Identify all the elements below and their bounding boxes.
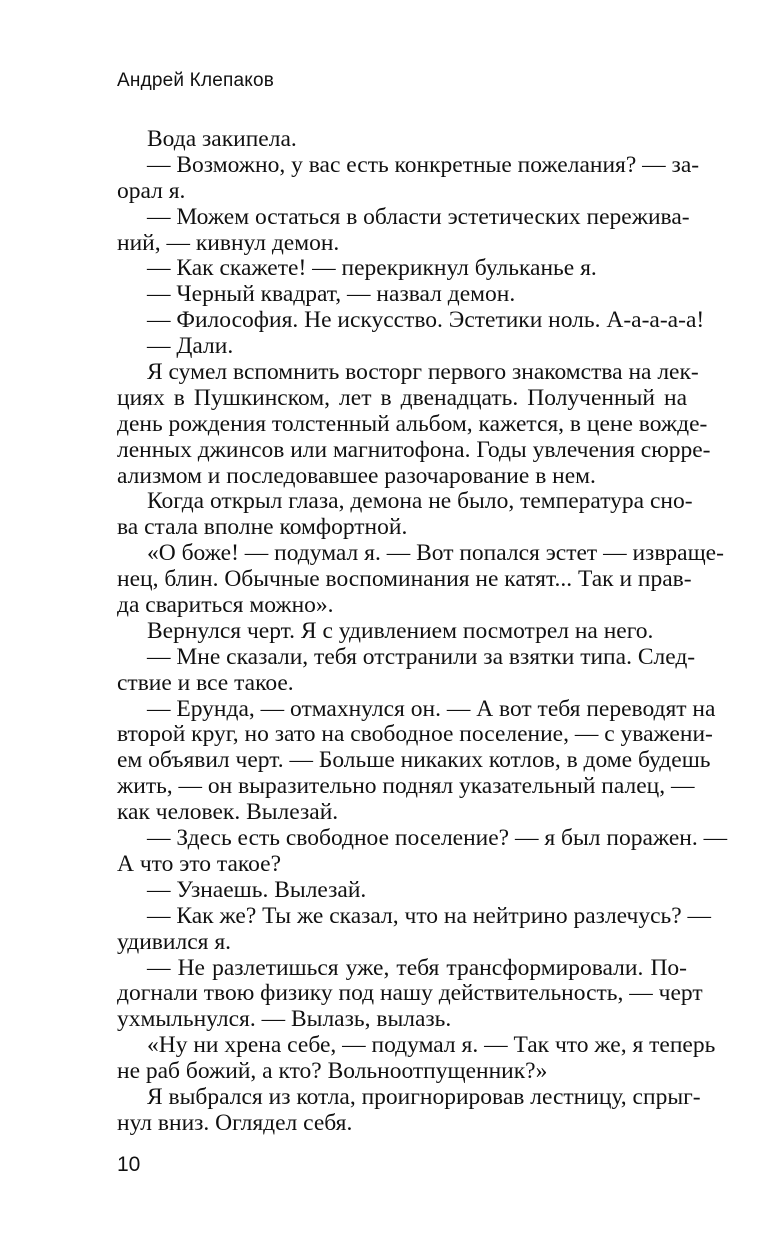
text-line: ствие и все такое. — [117, 669, 294, 696]
text-line: орал я. — [117, 177, 186, 204]
text-line: как человек. Вылезай. — [117, 799, 339, 826]
text-line: Вернулся черт. Я с удивлением посмотрел на него. — [147, 617, 654, 644]
text-line: — Не разлетишься уже, тебя трансформировали. По- — [147, 954, 687, 981]
text-line: Я выбрался из котла, проигнорировав лестницу, спрыг- — [147, 1083, 701, 1110]
body-text — [117, 126, 728, 1137]
text-line: день рождения толстенный альбом, кажется, в цене вожде- — [117, 410, 708, 437]
text-line: циях в Пушкинском, лет в двенадцать. Полученный на — [117, 384, 687, 411]
text-line: жить, — он выразительно поднял указательный палец, — — [117, 773, 695, 800]
text-line: не раб божий, а кто? Вольноотпущенник?» — [117, 1058, 548, 1085]
text-line: ализмом и последовавшее разочарование в нем. — [117, 462, 596, 489]
text-line: нул вниз. Оглядел себя. — [117, 1109, 353, 1136]
running-header-author: Андрей Клепаков — [117, 70, 275, 91]
text-line: — Как скажете! — перекрикнул бульканье я. — [147, 255, 597, 282]
text-line: ний, — кивнул демон. — [117, 229, 340, 256]
text-line: «Ну ни хрена себе, — подумал я. — Так что же, я теперь — [147, 1032, 716, 1059]
text-line: ем объявил черт. — Больше никаких котлов, в доме будешь — [117, 747, 711, 774]
text-line: догнали твою физику под нашу действительность, — черт — [117, 980, 703, 1007]
text-line: ва стала вполне комфортной. — [117, 514, 408, 541]
text-line: ленных джинсов или магнитофона. Годы увлечения сюрре- — [117, 436, 711, 463]
text-line: — Дали. — [147, 333, 234, 360]
text-line: нец, блин. Обычные воспоминания не катят... Так и прав- — [117, 566, 692, 593]
text-line: Я сумел вспомнить восторг первого знакомства на лек- — [147, 359, 699, 386]
text-line: — Философия. Не искусство. Эстетики ноль. А-а-а-а-а! — [147, 307, 705, 334]
text-line: — Здесь есть свободное поселение? — я был поражен. — — [147, 825, 728, 852]
text-line: ухмыльнулся. — Вылазь, вылазь. — [117, 1006, 452, 1033]
text-line: «О боже! — подумал я. — Вот попался эстет — извраще- — [147, 540, 724, 567]
text-line: А что это такое? — [117, 850, 282, 877]
page-number: 10 — [117, 1153, 141, 1176]
text-line: удивился я. — [117, 928, 232, 955]
text-line: второй круг, но зато на свободное поселение, — с уважени- — [117, 721, 713, 748]
text-line: Вода закипела. — [147, 126, 297, 152]
text-line: — Возможно, у вас есть конкретные пожелания? — за- — [147, 151, 700, 178]
text-line: — Можем остаться в области эстетических пережива- — [147, 203, 690, 230]
text-line: да свариться можно». — [117, 592, 334, 619]
text-line: — Черный квадрат, — назвал демон. — [147, 281, 516, 308]
text-line: — Узнаешь. Вылезай. — [147, 876, 367, 903]
text-line: — Мне сказали, тебя отстранили за взятки типа. След- — [147, 643, 696, 670]
text-line: Когда открыл глаза, демона не было, температура сно- — [147, 488, 693, 515]
text-line: — Ерунда, — отмахнулся он. — А вот тебя переводят на — [147, 695, 716, 722]
text-line: — Как же? Ты же сказал, что на нейтрино разлечусь? — — [147, 902, 712, 929]
